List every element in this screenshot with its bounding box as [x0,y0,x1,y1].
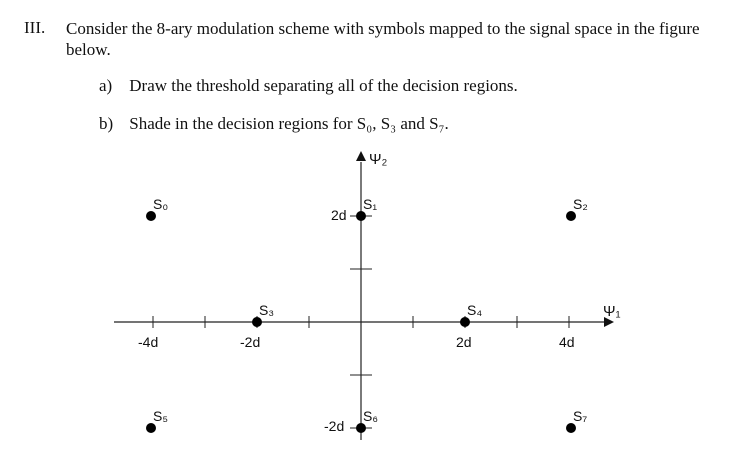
symbol-label: S₀ [153,196,169,212]
symbol-point [252,317,262,327]
symbol-label: S₆ [363,408,378,424]
x-tick-label-minus-2d: -2d [240,334,261,350]
symbol-label: S₇ [573,408,588,424]
symbol-point [460,317,470,327]
symbol-point [356,211,366,221]
y-tick-label-minus-2d: -2d [324,418,345,434]
constellation-points [146,196,588,433]
part-a-text: Draw the threshold separating all of the decision regions. [129,76,518,95]
part-b-label: b) [99,114,114,133]
symbol-point [146,423,156,433]
x-tick-label-2d: 2d [456,334,472,350]
symbol-label: S₅ [153,408,168,424]
vertical-axis-arrowhead [356,151,366,161]
symbol-point [566,211,576,221]
question-text: Consider the 8-ary modulation scheme with symbols mapped to the signal space in the figure below. [66,19,700,59]
question-number: III. [24,18,46,37]
part-a-label: a) [99,76,113,95]
symbol-label: S₃ [259,302,275,318]
vertical-axis-label: Ψ₂ [369,151,388,168]
symbol-point [566,423,576,433]
symbol-label: S₁ [363,196,378,212]
symbol-point [146,211,156,221]
part-b-text: Shade in the decision regions for S₀, S₃ and S₇. [129,114,449,133]
y-tick-label-2d: 2d [331,207,347,223]
horizontal-axis-label: Ψ₁ [603,303,621,320]
symbol-point [356,423,366,433]
x-tick-label-minus-4d: -4d [138,334,159,350]
x-tick-label-4d: 4d [559,334,575,350]
symbol-label: S₄ [467,302,483,318]
symbol-label: S₂ [573,196,588,212]
